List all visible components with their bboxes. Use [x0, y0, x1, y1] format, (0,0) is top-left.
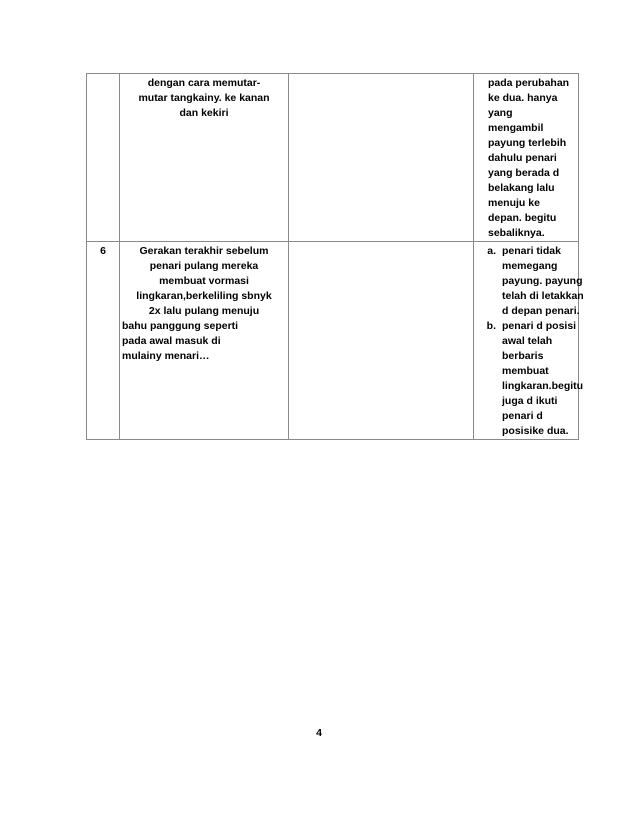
- movement-cell: [120, 242, 289, 440]
- movement-line: lingkaran,berkeliling sbnyk: [136, 290, 272, 302]
- movement-cell: [120, 74, 289, 242]
- row-number-cell: [87, 74, 120, 242]
- movement-line: Gerakan terakhir sebelum: [139, 245, 269, 257]
- notes-line: penari d: [502, 410, 543, 422]
- notes-line: dahulu penari: [488, 152, 557, 164]
- notes-line: menuju ke: [488, 197, 540, 209]
- table-row: [87, 242, 579, 440]
- notes-line: belakang lalu: [488, 182, 555, 194]
- list-marker: a.: [487, 245, 496, 257]
- notes-line: yang berada d: [488, 167, 560, 179]
- notes-line: depan. begitu: [488, 212, 557, 224]
- notes-line: mengambil: [488, 122, 544, 134]
- list-item: [486, 319, 584, 439]
- movement-line: dengan cara memutar-: [147, 77, 261, 89]
- table-row: [87, 74, 579, 242]
- movement-line: bahu panggung seperti: [122, 320, 239, 332]
- empty-cell: [289, 74, 474, 242]
- movement-line: mulainy menari…: [122, 350, 210, 362]
- empty-cell: [289, 242, 474, 440]
- notes-line: penari tidak: [502, 245, 561, 257]
- movement-line: mutar tangkainy. ke kanan: [138, 92, 270, 104]
- notes-line: payung. payung: [502, 275, 583, 287]
- notes-line: sebaliknya.: [488, 227, 545, 239]
- list-marker: b.: [486, 320, 496, 332]
- movement-line: membuat vormasi: [159, 275, 249, 287]
- notes-line: awal telah: [502, 335, 553, 347]
- movement-line: penari pulang mereka: [149, 260, 259, 272]
- notes-line: memegang: [502, 260, 558, 272]
- notes-cell: [474, 74, 579, 242]
- notes-line: membuat: [502, 365, 549, 377]
- movement-line: dan kekiri: [179, 107, 229, 119]
- notes-line: yang: [488, 107, 513, 119]
- notes-line: d depan penari.: [502, 305, 580, 317]
- notes-line: lingkaran.begitu: [502, 380, 584, 392]
- notes-line: juga d ikuti: [502, 395, 558, 407]
- notes-line: payung terlebih: [488, 137, 567, 149]
- list-item: [487, 244, 584, 319]
- notes-line: berbaris: [502, 350, 544, 362]
- page-number: 4: [316, 727, 322, 739]
- row-number-cell: 6: [87, 242, 120, 440]
- notes-line: telah di letakkan: [502, 290, 584, 302]
- movement-line: 2x lalu pulang menuju: [148, 305, 260, 317]
- notes-line: pada perubahan: [488, 77, 570, 89]
- movement-line: pada awal masuk di: [122, 335, 221, 347]
- notes-line: posisike dua.: [502, 425, 569, 437]
- notes-cell: [474, 242, 584, 440]
- notes-line: penari d posisi: [502, 320, 577, 332]
- notes-line: ke dua. hanya: [488, 92, 558, 104]
- document-table: [86, 73, 584, 440]
